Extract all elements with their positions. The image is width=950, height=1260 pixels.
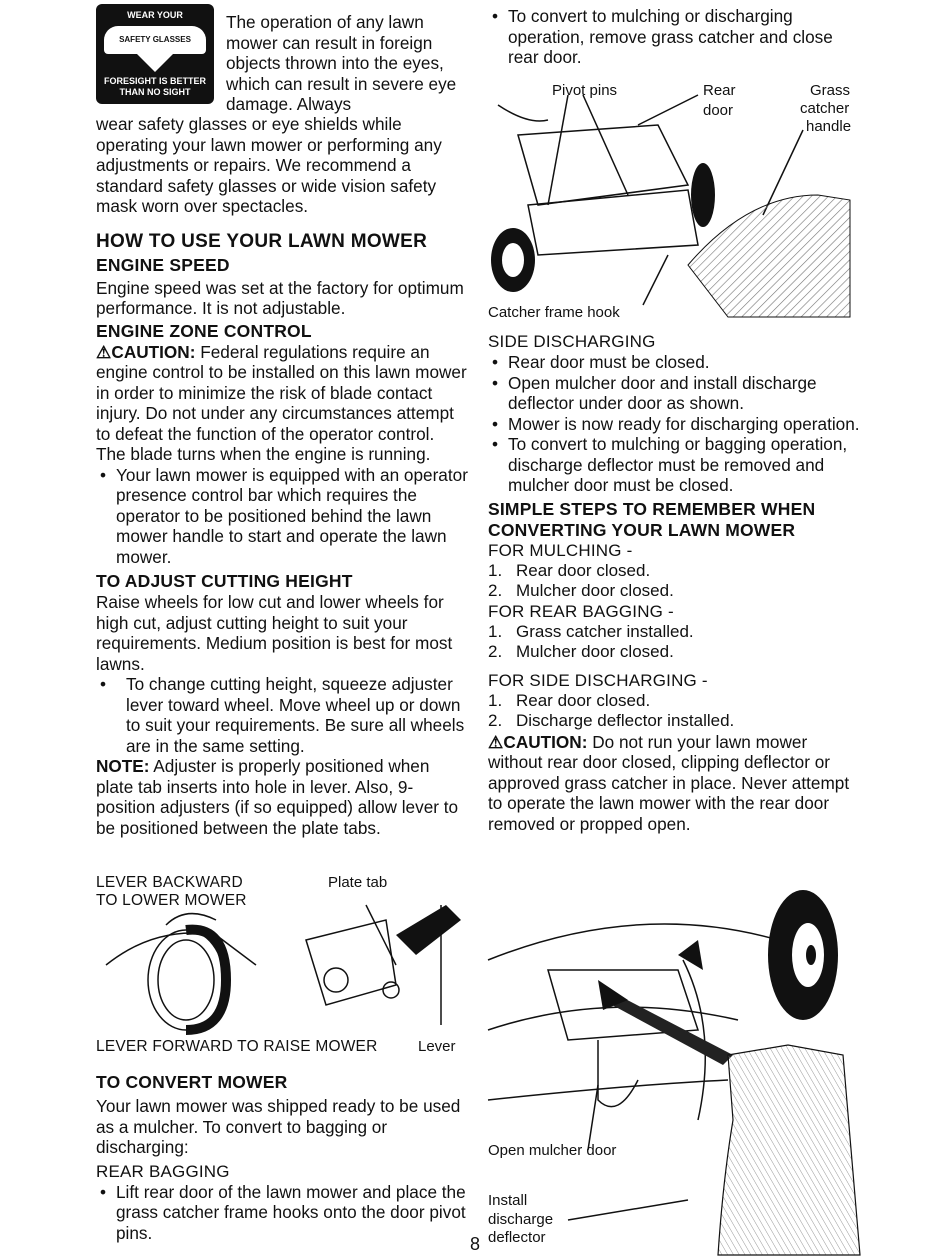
- side-bullet-4: • To convert to mulching or bagging operation, discharge deflector must be removed and mulcher door must be closed.: [488, 434, 860, 496]
- caution-label: CAUTION:: [111, 341, 196, 362]
- rear-bagging-bullet: • Lift rear door of the lawn mower and place the grass catcher frame hooks onto the door pivot pins.: [96, 1182, 468, 1244]
- side-discharging-section: [488, 332, 860, 834]
- lever-back-label-1: LEVER BACKWARD: [96, 874, 243, 891]
- warning-icon: ⚠: [488, 731, 504, 752]
- right-caution-label: CAUTION:: [503, 731, 588, 752]
- zone-caution: [96, 342, 468, 465]
- side-bullet-1: • Rear door must be closed.: [488, 352, 860, 373]
- side-heading: SIDE DISCHARGING: [488, 332, 656, 351]
- pivot-pins-label: Pivot pins: [552, 82, 618, 99]
- right-top: [488, 6, 848, 68]
- zone-bullet: • Your lawn mower is equipped with an operator presence control bar which requires the operator to be positioned behind the lawn mower handle to start and operate the lawn mower.: [96, 465, 468, 568]
- for-bagging: FOR REAR BAGGING -: [488, 601, 674, 621]
- install-label-1: Install: [488, 1192, 528, 1209]
- badge-line-3: FORESIGHT IS BETTER: [103, 76, 206, 86]
- cut-text: Raise wheels for low cut and lower wheels for high cut, adjust cutting height to suit your requirements. Medium position is best for most lawns.: [96, 592, 453, 674]
- engine-speed-heading: ENGINE SPEED: [96, 254, 230, 275]
- lever-back-label-2: TO LOWER MOWER: [96, 892, 247, 909]
- for-side: FOR SIDE DISCHARGING -: [488, 670, 708, 690]
- catcher-hook-label: Catcher frame hook: [488, 304, 620, 321]
- catcher-label-1: Grass: [810, 82, 851, 99]
- engine-speed-text: Engine speed was set at the factory for optimum performance. It is not adjustable.: [96, 277, 464, 318]
- intro-wrap-text: The operation of any lawn mower can result in foreign objects thrown into the eyes, which can result in severe eye damage. Always: [226, 12, 457, 114]
- for-mulching: FOR MULCHING -: [488, 540, 633, 560]
- mulching-step-1: 1. Rear door closed.: [488, 560, 651, 580]
- mulching-step-2: 2. Mulcher door closed.: [488, 581, 674, 600]
- note-text: Adjuster is properly positioned when plate tab inserts into hole in lever. Also, 9-position adjusters (if so equipped) allow lever to be positioned between the plate tabs.: [96, 756, 459, 838]
- side-step-2: 2. Discharge deflector installed.: [488, 711, 735, 730]
- lever-adjust-figure: [96, 895, 468, 1035]
- side-step-1: 1. Rear door closed.: [488, 690, 651, 710]
- rear-door-label-2: door: [703, 102, 734, 119]
- bagging-step-2: 2. Mulcher door closed.: [488, 642, 674, 661]
- lever-label: Lever: [418, 1038, 456, 1055]
- page-number: 8: [470, 1234, 481, 1254]
- convert-heading: TO CONVERT MOWER: [96, 1072, 288, 1092]
- rear-door-label-1: Rear: [703, 82, 736, 99]
- bagging-step-1: 1. Grass catcher installed.: [488, 621, 694, 641]
- note: [96, 756, 468, 838]
- badge-line-4: THAN NO SIGHT: [119, 87, 191, 97]
- left-column: [96, 114, 468, 838]
- bagging-figure: [488, 95, 858, 325]
- safety-glasses-badge: [96, 4, 214, 104]
- right-caution-text: Do not run your lawn mower without rear door closed, clipping deflector or approved grass catcher in place. Never attempt to operate the lawn mower with the rear door removed or propped open.: [488, 731, 850, 834]
- catcher-label-3: handle: [806, 118, 852, 135]
- cut-heading: TO ADJUST CUTTING HEIGHT: [96, 571, 353, 591]
- warning-icon: ⚠: [96, 341, 112, 362]
- intro-text: wear safety glasses or eye shields while operating your lawn mower or performing any adjustments or repairs. We recommend a standard safety glasses or wide vision safety mask worn over spectacles.: [96, 114, 442, 216]
- side-bullet-2: • Open mulcher door and install discharge deflector under door as shown.: [488, 373, 860, 414]
- glasses-bridge-icon: [133, 50, 177, 72]
- open-door-label: Open mulcher door: [488, 1142, 617, 1159]
- note-label: NOTE:: [96, 756, 150, 776]
- badge-line-2: SAFETY GLASSES: [119, 35, 191, 44]
- deflector-figure: [488, 880, 860, 1255]
- right-caution: [488, 732, 860, 835]
- rear-bagging-heading: REAR BAGGING: [96, 1161, 230, 1181]
- zone-heading: ENGINE ZONE CONTROL: [96, 320, 312, 341]
- zone-caution-text: Federal regulations require an engine control to be installed on this lawn mower in order to minimize the risk of blade contact injury. Do not under any circumstances attempt to defeat the function of the operator control. The blade turns when the engine is running.: [96, 341, 467, 464]
- plate-tab-label: Plate tab: [328, 874, 388, 891]
- badge-line-1: WEAR YOUR: [127, 10, 183, 20]
- lever-forward-label: LEVER FORWARD TO RAISE MOWER: [96, 1038, 378, 1055]
- steps-heading: SIMPLE STEPS TO REMEMBER WHEN CONVERTING YOUR LAWN MOWER: [488, 498, 816, 540]
- install-label-3: deflector: [488, 1229, 546, 1246]
- install-label-2: discharge: [488, 1211, 554, 1228]
- mulch-bullet: • To convert to mulching or discharging operation, remove grass catcher and close rear door.: [488, 6, 848, 68]
- cut-bullet: • To change cutting height, squeeze adjuster lever toward wheel. Move wheel up or down to suit your requirements. Be sure all wheels are in the same setting.: [96, 674, 468, 756]
- catcher-label-2: catcher: [800, 100, 850, 117]
- side-bullet-3: • Mower is now ready for discharging operation.: [488, 414, 860, 435]
- convert-text: Your lawn mower was shipped ready to be used as a mulcher. To convert to bagging or discharging:: [96, 1096, 461, 1157]
- how-to-title: HOW TO USE YOUR LAWN MOWER: [96, 230, 428, 252]
- convert-section: [96, 1072, 468, 1243]
